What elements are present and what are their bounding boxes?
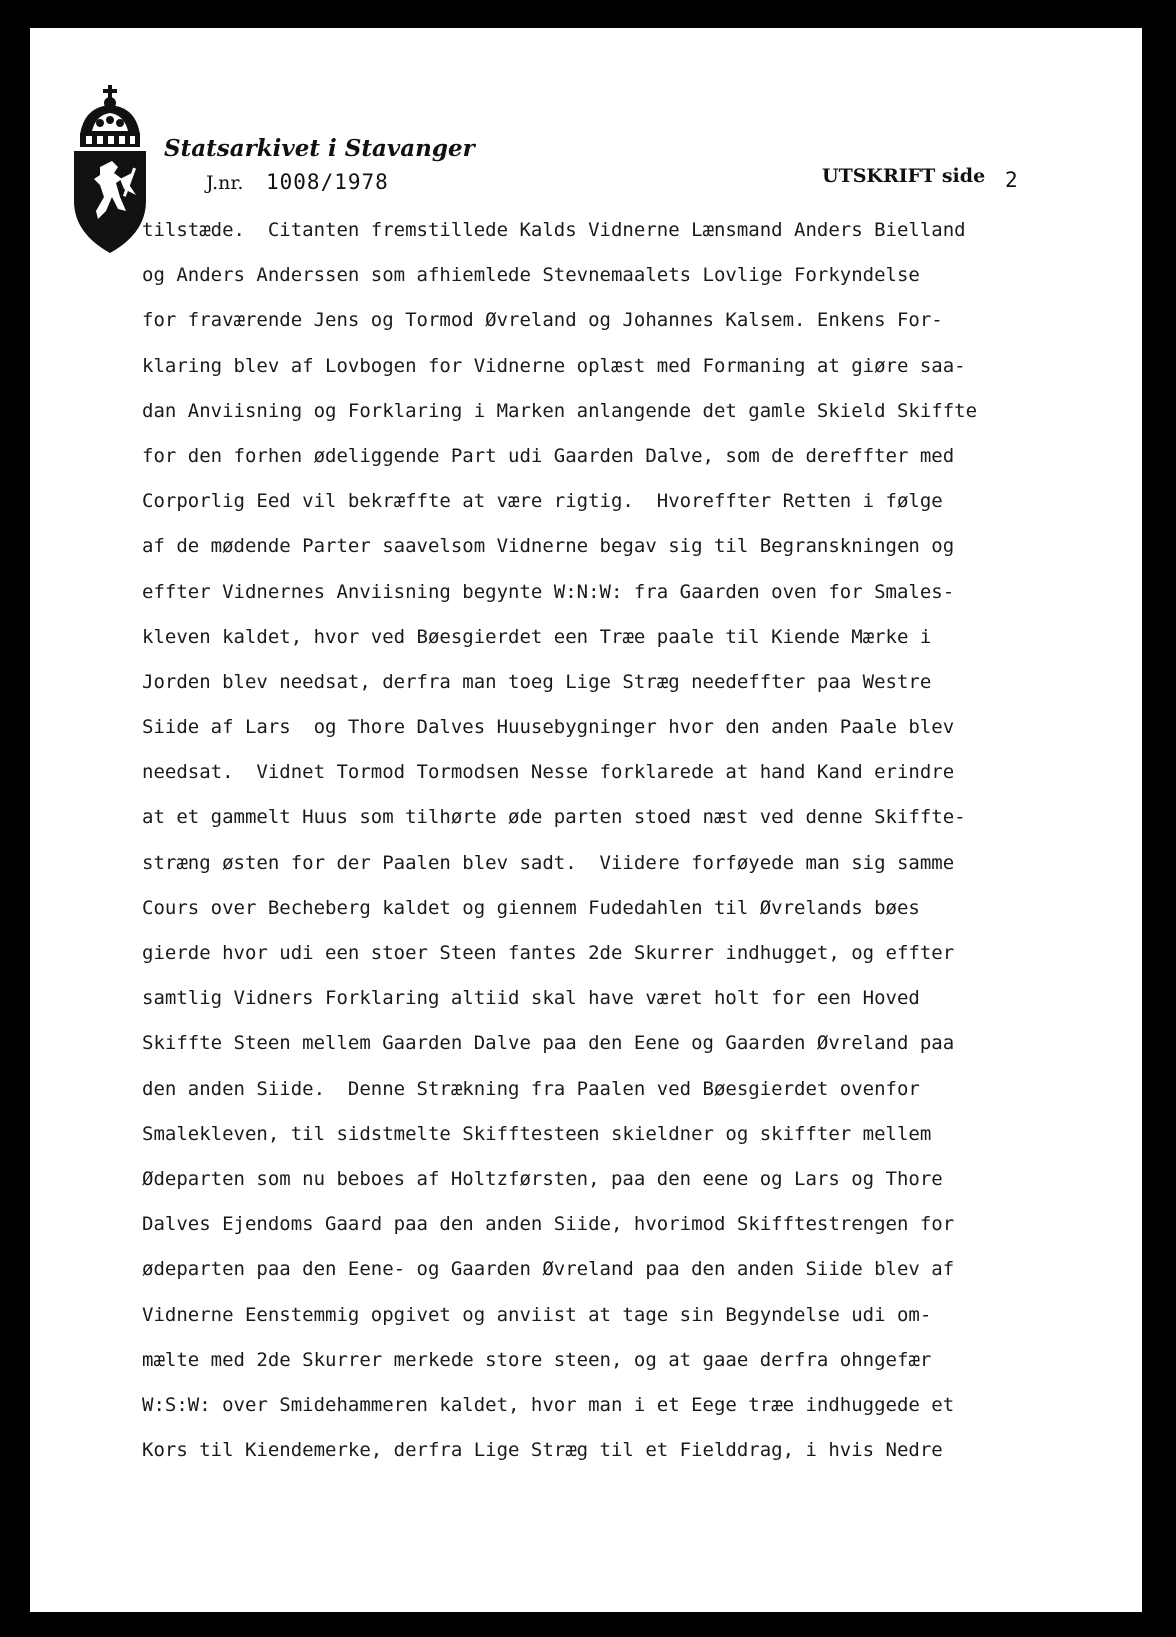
coat-of-arms-icon [70,83,150,255]
transcript-body [142,208,1132,1473]
text-line: Ødeparten som nu beboes af Holtzførsten, paa den eene og Lars og Thore [142,1167,943,1190]
text-line: Corporlig Eed vil bekræffte at være rigtig. Hvoreffter Retten i følge [142,490,943,513]
text-line: stræng østen for der Paalen blev sadt. Viidere forføyede man sig samme [142,851,955,874]
text-line: samtlig Vidners Forklaring altiid skal have været holt for een Hoved [142,987,920,1010]
text-line: af de mødende Parter saavelsom Vidnerne begav sig til Begranskningen og [142,535,955,558]
text-line: gierde hvor udi een stoer Steen fantes 2de Skurrer indhugget, og effter [142,942,955,964]
text-line: at et gammelt Huus som tilhørte øde parten stoed næst ved denne Skiffte- [142,806,966,829]
text-line: klaring blev af Lovbogen for Vidnerne oplæst med Formaning at giøre saa- [142,354,966,377]
text-line: Kors til Kiendemerke, derfra Lige Stræg til et Fielddrag, i hvis Nedre [142,1439,943,1462]
text-line: den anden Siide. Denne Strækning fra Paalen ved Bøesgierdet ovenfor [142,1077,920,1100]
text-line: Skiffte Steen mellem Gaarden Dalve paa den Eene og Gaarden Øvreland paa [142,1032,955,1055]
text-line: Vidnerne Eenstemmig opgivet og anviist at tage sin Begyndelse udi om- [142,1303,932,1326]
journal-number-value: 1008/1978 [266,170,389,194]
text-line: W:S:W: over Smidehammeren kaldet, hvor man i et Eege træe indhuggede et [142,1393,955,1416]
text-line: for fraværende Jens og Tormod Øvreland og Johannes Kalsem. Enkens For- [142,309,943,332]
document-page [30,28,1142,1612]
text-line: kleven kaldet, hvor ved Bøesgierdet een Træe paale til Kiende Mærke i [142,625,932,648]
text-line: tilstæde. Citanten fremstillede Kalds Vidnerne Lænsmand Anders Bielland [142,219,966,241]
text-line: Siide af Lars og Thore Dalves Huusebygninger hvor den anden Paale blev [142,716,955,739]
text-line: needsat. Vidnet Tormod Tormodsen Nesse forklarede at hand Kand erindre [142,761,955,784]
text-line: Cours over Becheberg kaldet og giennem Fudedahlen til Øvrelands bøes [142,896,920,919]
archive-name: Statsarkivet i Stavanger [164,135,475,162]
coat-of-arms-svg [70,83,150,255]
text-line: for den forhen ødeliggende Part udi Gaarden Dalve, som de dereffter med [142,444,955,467]
text-line: dan Anviisning og Forklaring i Marken anlangende det gamle Skield Skiffte [142,399,978,422]
utskrift-label: UTSKRIFT side [822,165,986,187]
text-line: Jorden blev needsat, derfra man toeg Lige Stræg needeffter paa Westre [142,670,932,693]
text-line: mælte med 2de Skurrer merkede store steen, og at gaae derfra ohngefær [142,1348,932,1371]
text-line: Dalves Ejendoms Gaard paa den anden Siide, hvorimod Skifftestrengen for [142,1213,955,1236]
journal-number-label: J.nr. [206,172,244,194]
text-line: ødeparten paa den Eene- og Gaarden Øvreland paa den anden Siide blev af [142,1258,955,1281]
page-number: 2 [1005,168,1018,192]
text-line: og Anders Anderssen som afhiemlede Stevnemaalets Lovlige Forkyndelse [142,264,920,287]
text-line: Smalekleven, til sidstmelte Skifftesteen skieldner og skiffter mellem [142,1122,932,1145]
text-line: effter Vidnernes Anviisning begynte W:N:W: fra Gaarden oven for Smales- [142,580,955,603]
